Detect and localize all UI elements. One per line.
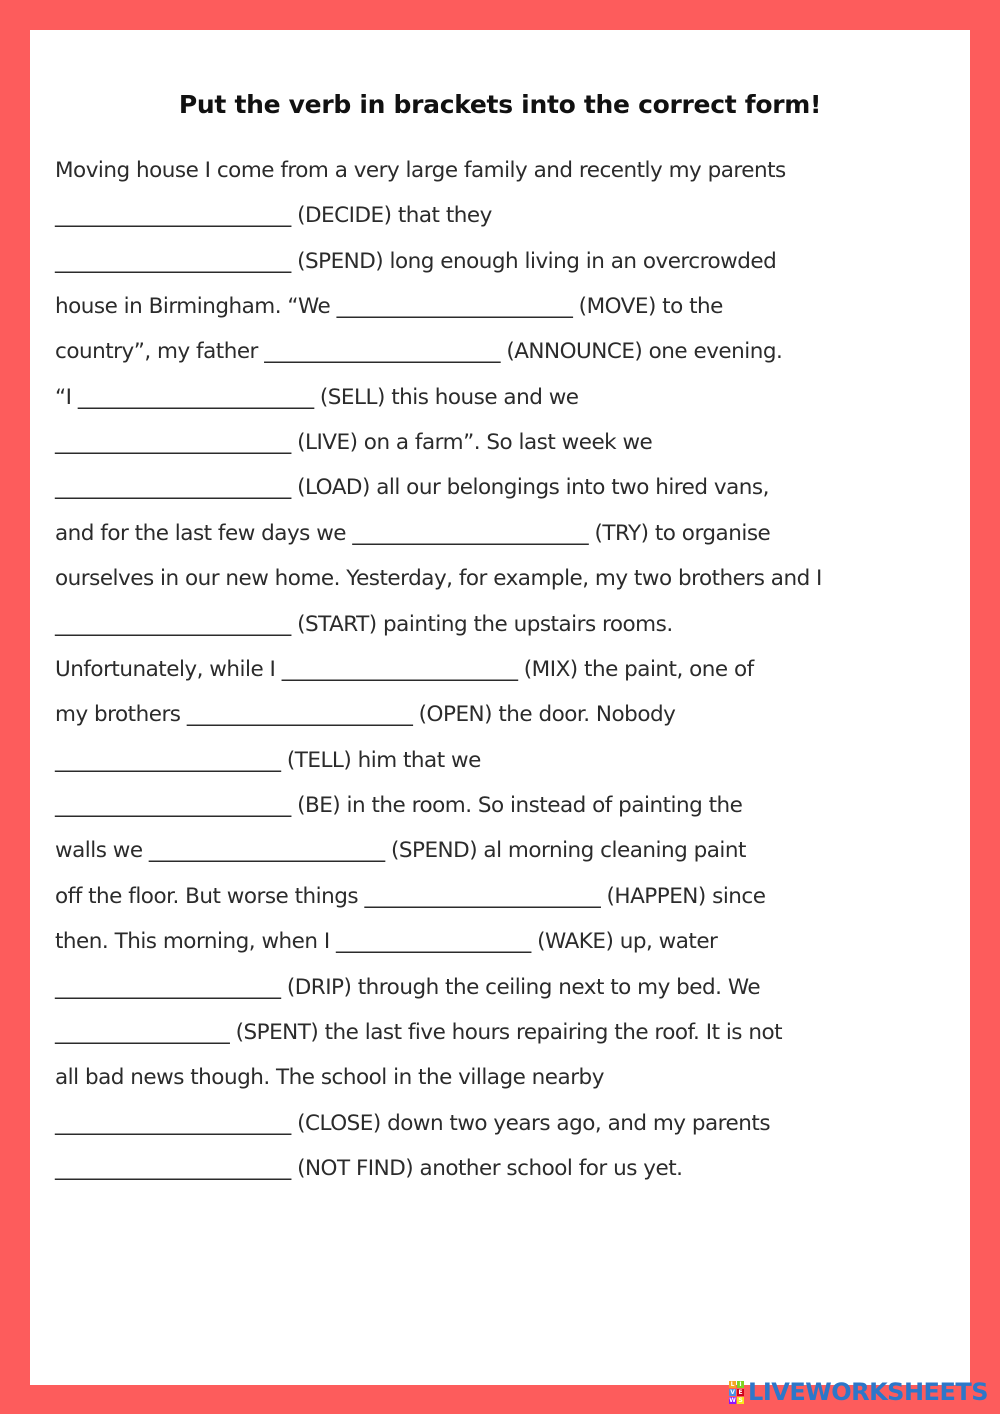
- logo-tile: I: [737, 1381, 744, 1388]
- text-line: ______________________ (TELL) him that we: [55, 748, 481, 773]
- logo-tile: W: [729, 1396, 736, 1404]
- text-line: country”, my father _______________________ (ANNOUNCE) one evening.: [55, 339, 783, 364]
- text-line: _________________ (SPENT) the last five hours repairing the roof. It is not: [55, 1020, 783, 1045]
- text-line: walls we _______________________ (SPEND) al morning cleaning paint: [55, 838, 746, 863]
- text-line: _______________________ (CLOSE) down two years ago, and my parents: [55, 1111, 771, 1136]
- text-line: _______________________ (NOT FIND) another school for us yet.: [55, 1156, 683, 1181]
- text-line: “I _______________________ (SELL) this house and we: [55, 385, 579, 410]
- text-line: _______________________ (START) painting the upstairs rooms.: [55, 612, 673, 637]
- worksheet-title: Put the verb in brackets into the correct form!: [178, 90, 822, 119]
- text-line: all bad news though. The school in the village nearby: [55, 1065, 604, 1090]
- text-line: _______________________ (LOAD) all our belongings into two hired vans,: [55, 475, 769, 500]
- text-line: _______________________ (DECIDE) that they: [55, 203, 492, 228]
- text-line: _______________________ (BE) in the room. So instead of painting the: [55, 793, 743, 818]
- text-line: my brothers ______________________ (OPEN) the door. Nobody: [55, 702, 676, 727]
- text-line: Moving house I come from a very large family and recently my parents: [55, 158, 786, 183]
- text-line: off the floor. But worse things _______________________ (HAPPEN) since: [55, 884, 766, 909]
- logo-tile: E: [738, 1388, 743, 1396]
- text-line: ______________________ (DRIP) through the ceiling next to my bed. We: [55, 975, 761, 1000]
- text-line: house in Birmingham. “We _______________________ (MOVE) to the: [55, 294, 723, 319]
- text-line: then. This morning, when I ___________________ (WAKE) up, water: [55, 929, 718, 954]
- text-line: ourselves in our new home. Yesterday, for example, my two brothers and I: [55, 566, 822, 591]
- text-line: _______________________ (SPEND) long enough living in an overcrowded: [55, 249, 777, 274]
- liveworksheets-logo-icon: [729, 1381, 744, 1404]
- logo-tile: L: [730, 1380, 735, 1388]
- logo-text: LIVEWORKSHEETS: [748, 1378, 988, 1406]
- logo-tile: V: [730, 1388, 735, 1396]
- text-line: and for the last few days we _______________________ (TRY) to organise: [55, 521, 771, 546]
- worksheet-page: [30, 30, 970, 1385]
- text-line: _______________________ (LIVE) on a farm”. So last week we: [55, 430, 653, 455]
- text-line: Unfortunately, while I _______________________ (MIX) the paint, one of: [55, 657, 754, 682]
- logo-tile: S: [738, 1396, 743, 1404]
- liveworksheets-logo[interactable]: [729, 1378, 988, 1406]
